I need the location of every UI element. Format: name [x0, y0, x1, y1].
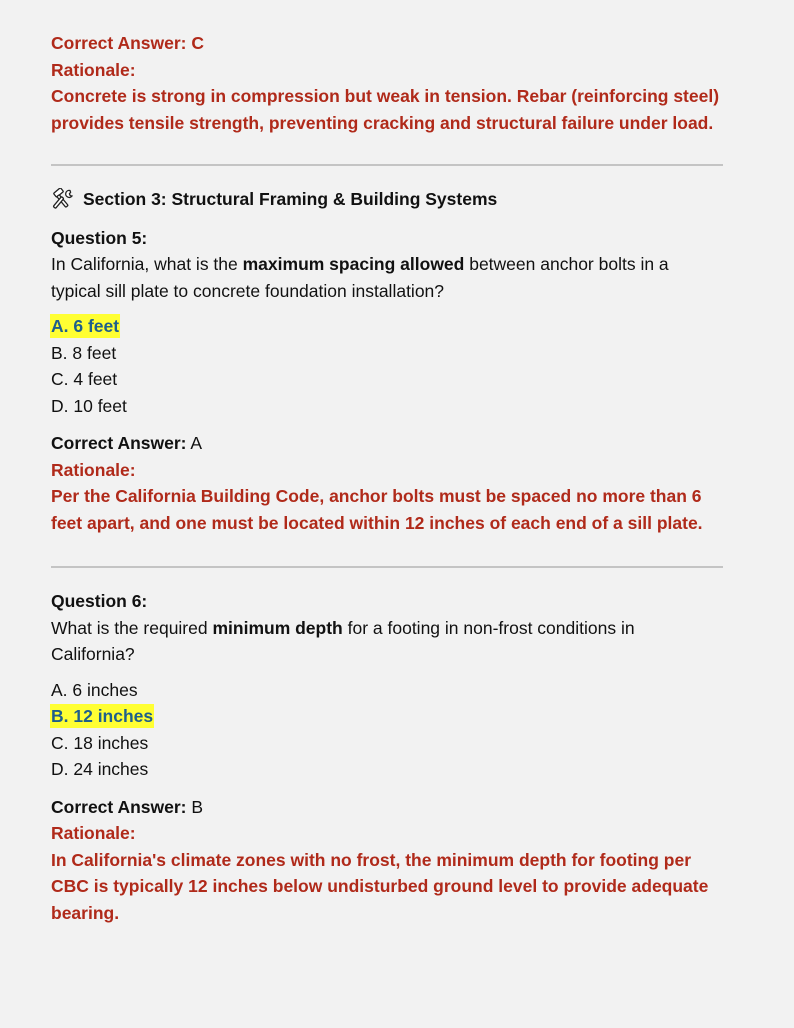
q6-option-a: A. 6 inches — [51, 679, 138, 700]
q5-correct-value: A — [186, 433, 203, 453]
q6-rationale-line-3: bearing. — [51, 902, 120, 923]
q6-correct-answer — [51, 794, 731, 821]
q5-option-d: D. 10 feet — [51, 395, 127, 416]
q5-prompt-bold: maximum spacing allowed — [242, 254, 465, 274]
q6-rationale-line-1: In California's climate zones with no frost, the minimum depth for footing per — [51, 849, 692, 870]
q4-rationale-line-1: Concrete is strong in compression but weak in tension. Rebar (reinforcing steel) — [51, 86, 720, 106]
document-page — [51, 30, 731, 926]
q5-prompt-line-2: typical sill plate to concrete foundation installation? — [51, 280, 445, 301]
q5-option-a — [51, 313, 731, 340]
q6-label: Question 6: — [51, 591, 148, 611]
q5-label: Question 5: — [51, 227, 148, 248]
section-3-title: Section 3: Structural Framing & Building Systems — [83, 189, 498, 209]
q6-option-b — [51, 703, 731, 730]
q6-option-d: D. 24 inches — [51, 759, 149, 779]
q6-prompt-post: for a footing in non-frost conditions in — [342, 617, 635, 638]
q6-prompt-bold: minimum depth — [212, 617, 343, 638]
q5-rationale-line-1: Per the California Building Code, anchor bolts must be spaced no more than 6 — [51, 486, 702, 506]
q5-option-b: B. 8 feet — [51, 342, 117, 363]
q6-correct-label: Correct Answer: — [51, 796, 187, 817]
hammer-wrench-icon — [51, 188, 75, 210]
q5-correct-answer — [51, 430, 731, 457]
q6-option-b-highlighted: B. 12 inches — [51, 706, 154, 726]
q5-correct-label: Correct Answer: — [51, 433, 187, 453]
q6-rationale-label: Rationale: — [51, 823, 136, 843]
q5-rationale-line-2: feet apart, and one must be located within 12 inches of each end of a sill plate. — [51, 512, 703, 533]
q6-prompt-pre: What is the required — [51, 617, 213, 638]
q5-option-c: C. 4 feet — [51, 369, 118, 389]
q4-rationale-label: Rationale: — [51, 59, 136, 80]
q5-prompt-line-1 — [51, 251, 731, 278]
q5-rationale-label: Rationale: — [51, 459, 136, 480]
section-3-heading — [51, 186, 731, 213]
q6-correct-value: B — [186, 796, 204, 817]
q6-prompt-line-2: California? — [51, 644, 135, 664]
q5-prompt-pre: In California, what is the — [51, 254, 243, 274]
q4-correct-answer: Correct Answer: C — [51, 33, 204, 53]
q6-rationale-line-2: CBC is typically 12 inches below undisturbed ground level to provide adequate — [51, 876, 709, 896]
q4-rationale-line-2: provides tensile strength, preventing cracking and structural failure under load. — [51, 112, 714, 133]
q5-prompt-post: between anchor bolts in a — [464, 254, 669, 274]
q6-option-c: C. 18 inches — [51, 732, 149, 753]
q5-option-a-highlighted: A. 6 feet — [51, 316, 120, 336]
q6-prompt-line-1 — [51, 615, 731, 642]
